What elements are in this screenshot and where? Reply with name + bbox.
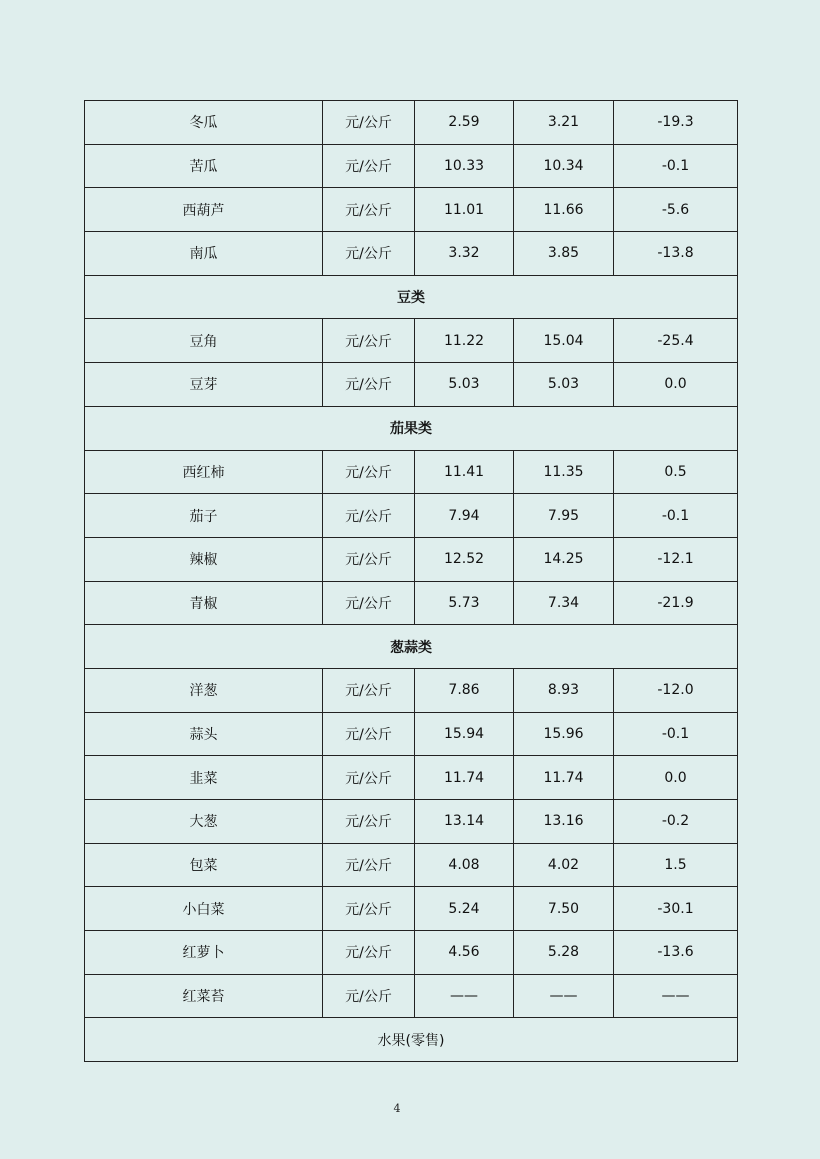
previous-price-cell: 5.03 xyxy=(514,363,614,407)
table-row xyxy=(85,843,738,887)
table-row xyxy=(85,232,738,276)
change-percent-cell: 1.5 xyxy=(614,843,738,887)
previous-price-cell: 5.28 xyxy=(514,931,614,975)
previous-price-cell: 7.34 xyxy=(514,581,614,625)
page-number: 4 xyxy=(393,1102,401,1115)
item-name-cell: 红菜苔 xyxy=(85,974,323,1018)
change-percent-cell: -0.1 xyxy=(614,144,738,188)
previous-price-cell: 11.66 xyxy=(514,188,614,232)
table-row xyxy=(85,712,738,756)
table-row xyxy=(85,756,738,800)
change-percent-cell: -12.0 xyxy=(614,668,738,712)
previous-price-cell: 11.35 xyxy=(514,450,614,494)
previous-price-cell: 4.02 xyxy=(514,843,614,887)
change-percent-cell: 0.5 xyxy=(614,450,738,494)
previous-price-cell: 10.34 xyxy=(514,144,614,188)
unit-cell: 元/公斤 xyxy=(323,101,415,145)
item-name-cell: 冬瓜 xyxy=(85,101,323,145)
unit-cell: 元/公斤 xyxy=(323,188,415,232)
unit-cell: 元/公斤 xyxy=(323,712,415,756)
item-name-cell: 大葱 xyxy=(85,800,323,844)
current-price-cell: 12.52 xyxy=(415,537,514,581)
item-name-cell: 韭菜 xyxy=(85,756,323,800)
change-percent-cell: -0.2 xyxy=(614,800,738,844)
item-name-cell: 小白菜 xyxy=(85,887,323,931)
table-row xyxy=(85,144,738,188)
unit-cell: 元/公斤 xyxy=(323,232,415,276)
unit-cell: 元/公斤 xyxy=(323,319,415,363)
current-price-cell: 5.24 xyxy=(415,887,514,931)
table-row xyxy=(85,931,738,975)
unit-cell: 元/公斤 xyxy=(323,800,415,844)
table-row xyxy=(85,887,738,931)
table-row xyxy=(85,188,738,232)
unit-cell: 元/公斤 xyxy=(323,144,415,188)
current-price-cell: 11.22 xyxy=(415,319,514,363)
item-name-cell: 茄子 xyxy=(85,494,323,538)
current-price-cell: 2.59 xyxy=(415,101,514,145)
section-header-row xyxy=(85,275,738,319)
item-name-cell: 豆芽 xyxy=(85,363,323,407)
current-price-cell: 7.94 xyxy=(415,494,514,538)
current-price-cell: 15.94 xyxy=(415,712,514,756)
unit-cell: 元/公斤 xyxy=(323,537,415,581)
section-header-row xyxy=(85,406,738,450)
section-header-row xyxy=(85,1018,738,1062)
unit-cell: 元/公斤 xyxy=(323,974,415,1018)
change-percent-cell: -0.1 xyxy=(614,712,738,756)
unit-cell: 元/公斤 xyxy=(323,931,415,975)
item-name-cell: 蒜头 xyxy=(85,712,323,756)
section-label: 豆类 xyxy=(85,275,738,319)
change-percent-cell: -21.9 xyxy=(614,581,738,625)
table-row xyxy=(85,494,738,538)
change-percent-cell: -0.1 xyxy=(614,494,738,538)
unit-cell: 元/公斤 xyxy=(323,581,415,625)
current-price-cell: 11.74 xyxy=(415,756,514,800)
change-percent-cell: 0.0 xyxy=(614,363,738,407)
previous-price-cell: —— xyxy=(514,974,614,1018)
price-table xyxy=(84,100,738,1062)
unit-cell: 元/公斤 xyxy=(323,843,415,887)
change-percent-cell: -12.1 xyxy=(614,537,738,581)
previous-price-cell: 3.21 xyxy=(514,101,614,145)
current-price-cell: 5.73 xyxy=(415,581,514,625)
item-name-cell: 洋葱 xyxy=(85,668,323,712)
change-percent-cell: -13.6 xyxy=(614,931,738,975)
section-label: 水果(零售) xyxy=(85,1018,738,1062)
item-name-cell: 辣椒 xyxy=(85,537,323,581)
unit-cell: 元/公斤 xyxy=(323,494,415,538)
table-row xyxy=(85,101,738,145)
item-name-cell: 西红柿 xyxy=(85,450,323,494)
table-row xyxy=(85,537,738,581)
change-percent-cell: —— xyxy=(614,974,738,1018)
section-header-row xyxy=(85,625,738,669)
table-row xyxy=(85,319,738,363)
table-row xyxy=(85,450,738,494)
item-name-cell: 南瓜 xyxy=(85,232,323,276)
table-row xyxy=(85,581,738,625)
item-name-cell: 红萝卜 xyxy=(85,931,323,975)
table-row xyxy=(85,668,738,712)
change-percent-cell: -25.4 xyxy=(614,319,738,363)
current-price-cell: 3.32 xyxy=(415,232,514,276)
unit-cell: 元/公斤 xyxy=(323,668,415,712)
previous-price-cell: 11.74 xyxy=(514,756,614,800)
previous-price-cell: 13.16 xyxy=(514,800,614,844)
unit-cell: 元/公斤 xyxy=(323,887,415,931)
current-price-cell: 10.33 xyxy=(415,144,514,188)
section-label: 葱蒜类 xyxy=(85,625,738,669)
previous-price-cell: 15.04 xyxy=(514,319,614,363)
change-percent-cell: -5.6 xyxy=(614,188,738,232)
current-price-cell: 5.03 xyxy=(415,363,514,407)
unit-cell: 元/公斤 xyxy=(323,756,415,800)
unit-cell: 元/公斤 xyxy=(323,363,415,407)
previous-price-cell: 14.25 xyxy=(514,537,614,581)
previous-price-cell: 7.50 xyxy=(514,887,614,931)
current-price-cell: —— xyxy=(415,974,514,1018)
table-row xyxy=(85,800,738,844)
previous-price-cell: 15.96 xyxy=(514,712,614,756)
price-table-body xyxy=(85,101,738,1062)
section-label: 茄果类 xyxy=(85,406,738,450)
previous-price-cell: 8.93 xyxy=(514,668,614,712)
current-price-cell: 13.14 xyxy=(415,800,514,844)
item-name-cell: 包菜 xyxy=(85,843,323,887)
change-percent-cell: -13.8 xyxy=(614,232,738,276)
item-name-cell: 西葫芦 xyxy=(85,188,323,232)
current-price-cell: 7.86 xyxy=(415,668,514,712)
table-row xyxy=(85,363,738,407)
item-name-cell: 苦瓜 xyxy=(85,144,323,188)
previous-price-cell: 3.85 xyxy=(514,232,614,276)
change-percent-cell: -19.3 xyxy=(614,101,738,145)
current-price-cell: 11.41 xyxy=(415,450,514,494)
current-price-cell: 11.01 xyxy=(415,188,514,232)
item-name-cell: 青椒 xyxy=(85,581,323,625)
change-percent-cell: -30.1 xyxy=(614,887,738,931)
current-price-cell: 4.08 xyxy=(415,843,514,887)
table-row xyxy=(85,974,738,1018)
unit-cell: 元/公斤 xyxy=(323,450,415,494)
previous-price-cell: 7.95 xyxy=(514,494,614,538)
item-name-cell: 豆角 xyxy=(85,319,323,363)
current-price-cell: 4.56 xyxy=(415,931,514,975)
change-percent-cell: 0.0 xyxy=(614,756,738,800)
